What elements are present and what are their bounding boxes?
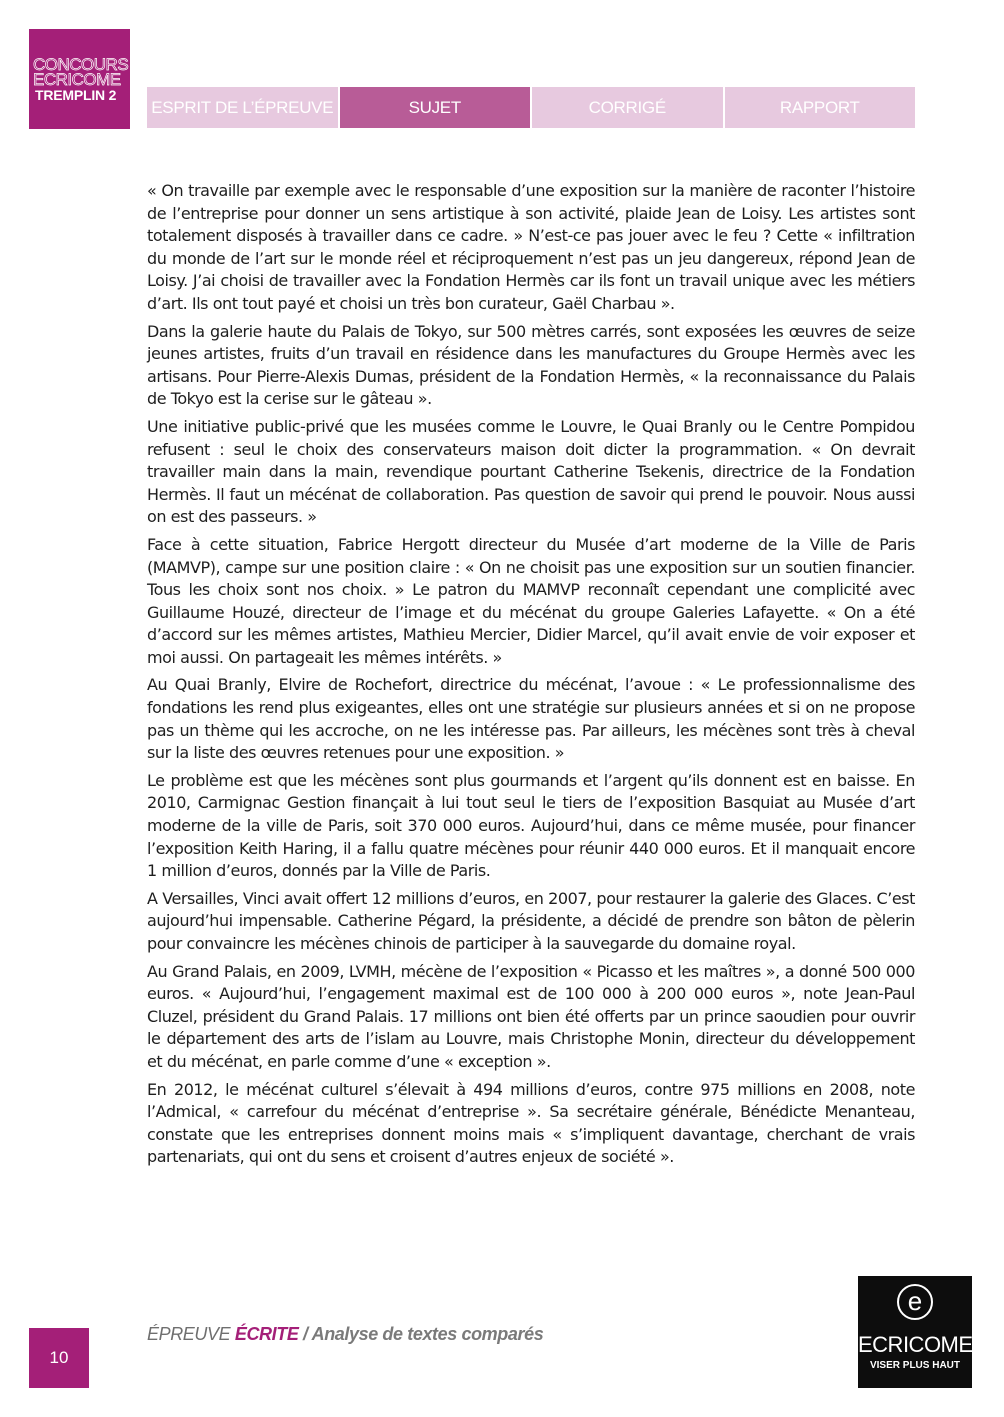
footer-title-prefix: ÉPREUVE	[147, 1324, 235, 1344]
footer-title	[147, 1324, 543, 1345]
e-glyph: e	[907, 1286, 923, 1316]
footer-title-strong: ÉCRITE	[234, 1324, 299, 1344]
concours-logo	[29, 29, 130, 129]
brand-name: ECRICOME	[858, 1332, 973, 1357]
paragraph: Le problème est que les mécènes sont plus gourmands et l’argent qu’ils donnent est en baisse. En 2010, Carmignac Gestion finançait à lui tout seul le tiers de l’exposition Basquiat au Musée d’art moderne de la ville de Paris, soit 370 000 euros. Aujourd’hui, dans ce même musée, pour financer l’exposition Keith Haring, il a fallu quatre mécènes pour réunir 440 000 euros. Et il manquait encore 1 million d’euros, donnés par la Ville de Paris.	[147, 770, 915, 881]
logo-tremplin-text: TREMPLIN 2	[35, 87, 117, 103]
paragraph: En 2012, le mécénat culturel s’élevait à 494 millions d’euros, contre 975 millions en 2008, note l’Admical, « carrefour du mécénat d’entreprise ». Sa secrétaire générale, Bénédicte Menanteau, constate que les entreprises donnent moins mais « s’impliquent davantage, cherchant de vrais partenariats, qui ont du sens et croisent d’autres enjeux de société ».	[147, 1079, 915, 1167]
paragraph: Dans la galerie haute du Palais de Tokyo, sur 500 mètres carrés, sont exposées les œuvres de seize jeunes artistes, fruits d’un travail en résidence dans les manufactures du Groupe Hermès avec les artisans. Pour Pierre-Alexis Dumas, président de la Fondation Hermès, « la reconnaissance du Palais de Tokyo est la cerise sur le gâteau ».	[147, 321, 915, 409]
page-number: 10	[29, 1328, 89, 1388]
paragraph: A Versailles, Vinci avait offert 12 millions d’euros, en 2007, pour restaurer la galerie des Glaces. C’est aujourd’hui impensable. Catherine Pégard, la présidente, a décidé de prendre son bâton de pèlerin pour convaincre les mécènes chinois de participer à la sauvegarde du domaine royal.	[147, 888, 915, 953]
tab-sujet[interactable]: SUJET	[340, 87, 531, 128]
footer-title-sub: Analyse de textes comparés	[311, 1324, 544, 1344]
tab-rapport[interactable]: RAPPORT	[725, 87, 916, 128]
tab-esprit-epreuve[interactable]: ESPRIT DE L’ÉPREUVE	[147, 87, 338, 128]
logo-ecricome-text: ECRICOME	[33, 70, 121, 89]
section-tabs	[147, 87, 915, 128]
ecricome-brand-logo	[858, 1276, 972, 1388]
footer-title-separator: /	[298, 1324, 312, 1344]
paragraph: « On travaille par exemple avec le responsable d’une exposition sur la manière de raconter l’histoire de l’entreprise pour donner un sens artistique à son activité, plaide Jean de Loisy. Les artistes sont totalement disposés à travailler dans ce cadre. » N’est-ce pas jouer avec le feu ? Cette « infiltration du monde de l’art sur le monde réel et réciproquement n’est pas un jeu dangereux, répond Jean de Loisy. J’ai choisi de travailler avec la Fondation Hermès car ils font un travail unique avec les métiers d’art. Ils ont tout payé et choisi un très bon curateur, Gaël Charbau ».	[147, 181, 915, 313]
tab-corrige[interactable]: CORRIGÉ	[532, 87, 723, 128]
e-circle-icon	[897, 1284, 933, 1320]
paragraph: Une initiative public-privé que les musées comme le Louvre, le Quai Branly ou le Centre Pompidou refusent : seul le choix des conservateurs maison doit dicter la programmation. « On devrait travailler main dans la main, revendique pourtant Catherine Tsekenis, directrice de la Fondation Hermès. Il faut un mécénat de collaboration. Pas question de savoir qui prend le pouvoir. Nous aussi on est des passeurs. »	[147, 416, 915, 527]
paragraph: Face à cette situation, Fabrice Hergott directeur du Musée d’art moderne de la Ville de Paris (MAMVP), campe sur une position claire : « On ne choisit pas une exposition sur un soutien financier. Tous les choix sont nos choix. » Le patron du MAMVP reconnaît cependant une complicité avec Guillaume Houzé, directeur de l’image et du mécénat du groupe Galeries Lafayette. « On a été d’accord sur les mêmes artistes, Mathieu Mercier, Didier Marcel, qu’il avait envie de voir exposer et moi aussi. On partageait les mêmes intérêts. »	[147, 534, 915, 667]
paragraph: Au Quai Branly, Elvire de Rochefort, directrice du mécénat, l’avoue : « Le professionnalisme des fondations les rend plus exigeantes, elles ont une stratégie sur plusieurs années et si on ne propose pas un thème qui les accroche, on ne les intéresse pas. Par ailleurs, les mécènes sont très à cheval sur la liste des œuvres retenues pour une exposition. »	[147, 675, 915, 763]
paragraph: Au Grand Palais, en 2009, LVMH, mécène de l’exposition « Picasso et les maîtres », a donné 500 000 euros. « Aujourd’hui, l’engagement maximal est de 100 000 à 200 000 euros », note Jean-Paul Cluzel, président du Grand Palais. 17 millions ont bien été offerts par un prince saoudien pour ouvrir le département des arts de l’islam au Louvre, mais Christophe Monin, directeur du développement et du mécénat, en parle comme d’une « exception ».	[147, 961, 915, 1071]
brand-tagline: VISER PLUS HAUT	[869, 1360, 960, 1371]
logo-concours-text: CONCOURS	[33, 55, 129, 74]
article-body	[147, 180, 915, 1174]
